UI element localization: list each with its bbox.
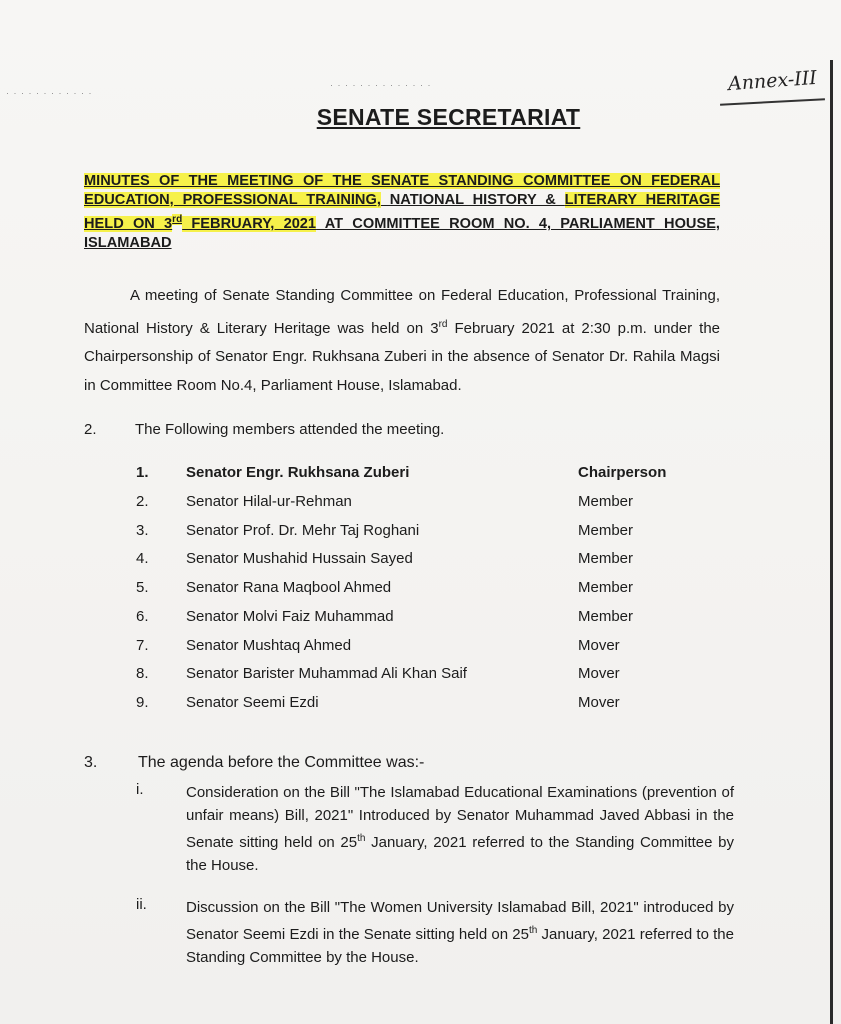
page-edge-shadow — [830, 60, 833, 1024]
member-number: 4. — [136, 550, 149, 567]
member-role: Mover — [578, 694, 620, 711]
paragraph-3-text: The agenda before the Committee was:- — [138, 754, 425, 771]
page-title — [0, 104, 841, 131]
member-role: Mover — [578, 665, 620, 682]
intro-paragraph — [84, 282, 720, 400]
agenda-text-pre: Consideration on the Bill "The Islamabad Educational Examinations (prevention of unfair means) Bill, 2021" Introduced by Senator Muhammad Javed Abbasi in the Senate sitting held on 25 — [186, 784, 734, 851]
agenda-text — [186, 896, 734, 969]
minutes-highlight-2-pre: LITERARY HERITAGE HELD ON 3 — [84, 192, 721, 232]
agenda-text-sup: th — [528, 925, 538, 936]
scan-noise: · · · · · · · · · · · · · · — [330, 80, 432, 90]
member-role: Member — [578, 493, 634, 510]
agenda-text — [186, 781, 734, 877]
member-role: Member — [578, 579, 634, 596]
member-number: 1. — [136, 464, 149, 481]
annex-label: Annex-III — [727, 66, 818, 96]
paragraph-3 — [84, 754, 424, 772]
minutes-highlight-1: MINUTES OF THE MEETING OF THE SENATE STANDING COMMITTEE ON FEDERAL EDUCATION, PROFESSIONAL TRAINING, — [84, 173, 720, 208]
paragraph-2-number: 2. — [84, 421, 97, 438]
minutes-highlight-2-post: FEBRUARY, 2021 — [182, 215, 317, 232]
member-name: Senator Molvi Faiz Muhammad — [186, 608, 394, 625]
title-text: SENATE SECRETARIAT — [316, 104, 581, 130]
member-number: 6. — [136, 608, 149, 625]
intro-sup: rd — [438, 318, 448, 330]
member-name: Senator Rana Maqbool Ahmed — [186, 579, 392, 596]
member-name: Senator Hilal-ur-Rehman — [186, 493, 352, 510]
minutes-heading — [84, 172, 720, 253]
paragraph-3-number: 3. — [84, 754, 98, 771]
paragraph-2 — [84, 421, 444, 438]
member-name: Senator Prof. Dr. Mehr Taj Roghani — [186, 522, 420, 539]
agenda-number: ii. — [136, 896, 147, 913]
minutes-highlight-2-sup: rd — [172, 214, 183, 225]
member-number: 7. — [136, 637, 149, 654]
paragraph-2-text: The Following members attended the meeting. — [135, 421, 445, 438]
member-number: 3. — [136, 522, 149, 539]
member-role: Chairperson — [578, 464, 667, 481]
agenda-text-post: January, 2021 referred to the Standing Committee by the House. — [186, 834, 734, 874]
member-name: Senator Engr. Rukhsana Zuberi — [186, 464, 410, 481]
intro-pre: A meeting of Senate Standing Committee on Federal Education, Professional Training, National History & Literary Heritage was held on 3 — [84, 287, 720, 337]
agenda-text-post: January, 2021 referred to the Standing Committee by the House. — [186, 926, 734, 966]
minutes-rest: AT COMMITTEE ROOM NO. 4, PARLIAMENT HOUSE, ISLAMABAD — [84, 215, 720, 251]
minutes-middle: NATIONAL HISTORY & — [380, 192, 565, 208]
agenda-text-pre: Discussion on the Bill "The Women University Islamabad Bill, 2021" introduced by Senator Seemi Ezdi in the Senate sitting held on 25 — [186, 899, 734, 943]
member-number: 5. — [136, 579, 149, 596]
member-number: 8. — [136, 665, 149, 682]
member-role: Member — [578, 608, 634, 625]
member-number: 9. — [136, 694, 149, 711]
agenda-number: i. — [136, 781, 144, 798]
member-number: 2. — [136, 493, 149, 510]
member-name: Senator Seemi Ezdi — [186, 694, 319, 711]
member-name: Senator Barister Muhammad Ali Khan Saif — [186, 665, 467, 682]
member-role: Mover — [578, 637, 620, 654]
member-name: Senator Mushahid Hussain Sayed — [186, 550, 413, 567]
scan-noise: · · · · · · · · · · · · — [6, 88, 93, 98]
intro-post: February 2021 at 2:30 p.m. under the Chairpersonship of Senator Engr. Rukhsana Zuberi in the absence of Senator Dr. Rahila Magsi in Committee Room No.4, Parliament House, Islamabad. — [84, 319, 721, 394]
member-role: Member — [578, 550, 634, 567]
member-role: Member — [578, 522, 634, 539]
member-name: Senator Mushtaq Ahmed — [186, 637, 352, 654]
agenda-text-sup: th — [357, 833, 366, 844]
